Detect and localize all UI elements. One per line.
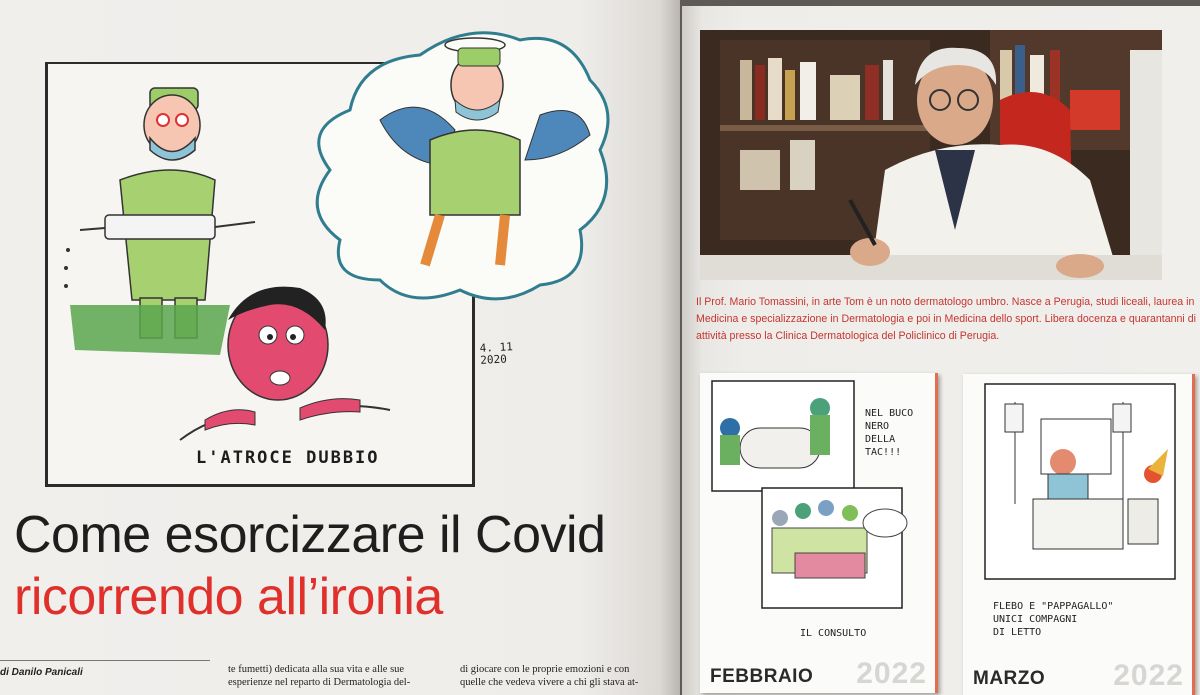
body-column-2 xyxy=(228,663,448,689)
tac-speech-line1: NEL BUCO xyxy=(865,408,914,419)
calendar-march-drawing xyxy=(963,374,1195,589)
flebo-caption-line2: UNICI COMPAGNI xyxy=(993,614,1078,625)
calendar-page-march xyxy=(963,374,1195,695)
portrait-photo xyxy=(700,30,1162,280)
year-label-march: 2022 xyxy=(1113,659,1184,692)
calendar-page-february xyxy=(700,373,938,693)
month-label-february: FEBBRAIO xyxy=(710,666,814,687)
cartoon-caption: L'ATROCE DUBBIO xyxy=(196,448,380,468)
article-title-line2: ricorrendo all’ironia xyxy=(14,568,443,626)
body-column-3-line1: di giocare con le proprie emozioni e con xyxy=(460,664,630,675)
flebo-caption-line3: DI LETTO xyxy=(993,627,1042,638)
year-label-february: 2022 xyxy=(856,657,927,690)
article-byline: di Danilo Panicali xyxy=(0,667,83,678)
angel-cloud xyxy=(317,33,608,299)
signature-date-line2: 2020 xyxy=(479,352,508,367)
consulto-caption: IL CONSULTO xyxy=(800,628,867,639)
right-magazine-page xyxy=(682,6,1200,695)
body-column-3 xyxy=(460,663,680,689)
portrait-caption: Il Prof. Mario Tomassini, in arte Tom è un noto dermatologo umbro. Nasce a Perugia, studi liceali, laurea in Medicina e specializzazione in Dermatologia e poi in Medicina dello sport. Libera docenza e quarantanni di attività presso la Clinica Dermatologica del Policlinico di Perugia. xyxy=(696,296,1196,342)
body-column-3-line2: quelle che vedeva vivere a chi gli stava at- xyxy=(460,677,639,688)
cartoon-illustration xyxy=(0,0,680,500)
tac-speech-line4: TAC!!! xyxy=(865,447,902,458)
flebo-caption xyxy=(993,600,1113,639)
body-column-2-line2: esperienze nel reparto di Dermatologia del- xyxy=(228,677,411,688)
tac-speech-line2: NERO xyxy=(865,421,890,432)
signature-date-line1: 4. 11 xyxy=(479,340,514,355)
month-label-march: MARZO xyxy=(973,668,1046,689)
body-column-2-line1: te fumetti) dedicata alla sua vita e alle sue xyxy=(228,664,405,675)
byline-divider xyxy=(0,660,210,661)
portrait-photo-drawing xyxy=(700,30,1162,280)
article-title-line1: Come esorcizzare il Covid xyxy=(14,506,606,564)
cartoon-signature-date xyxy=(479,341,513,367)
tac-speech-line3: DELLA xyxy=(865,434,896,445)
flebo-caption-line1: FLEBO E "PAPPAGALLO" xyxy=(993,601,1114,612)
tac-speech-text xyxy=(865,407,913,459)
